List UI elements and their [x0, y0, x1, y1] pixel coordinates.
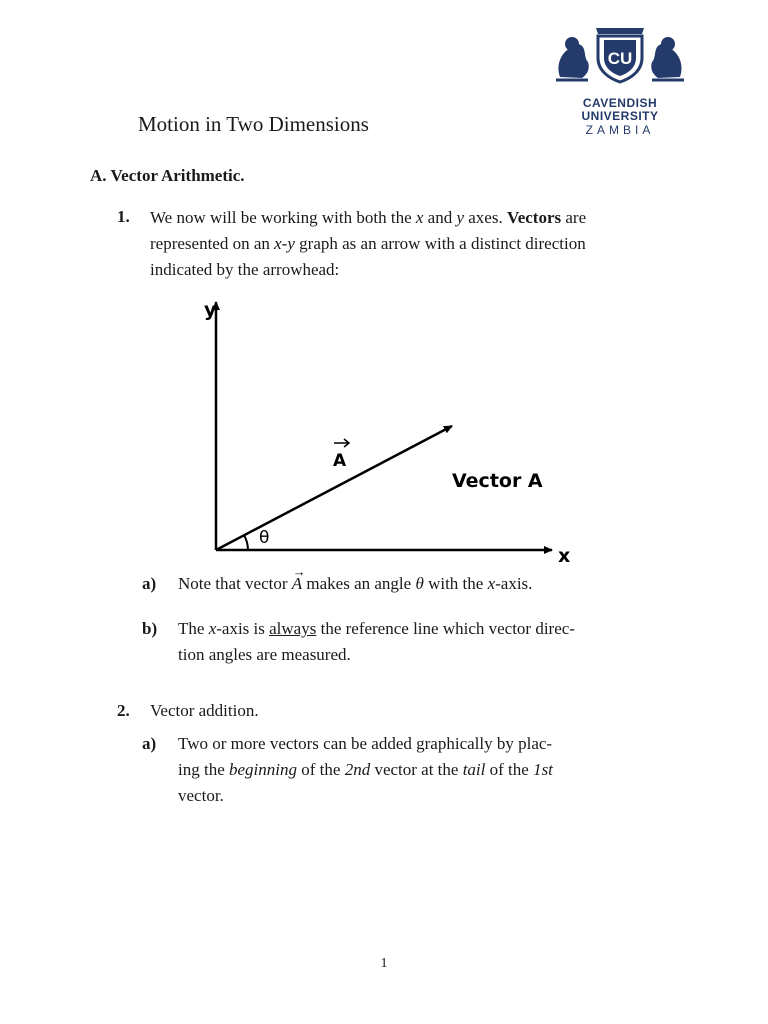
item-1-text: [150, 205, 586, 283]
logo-line-3: ZAMBIA: [585, 123, 655, 137]
item-1-line-1: We now will be working with both the x and y axes. Vectors are: [150, 208, 587, 227]
item-1-number: 1.: [117, 207, 130, 226]
item-1a-text: Note that vector → A makes an angle θ with the x-axis.: [178, 571, 532, 597]
university-logo: [552, 22, 688, 137]
item-1b-label: b): [142, 619, 158, 638]
vector-a-symbol: → A: [291, 564, 306, 593]
section-heading: A. Vector Arithmetic.: [90, 166, 245, 185]
item-1-line-3: indicated by the arrowhead:: [150, 260, 340, 279]
always-underlined: always: [269, 619, 317, 638]
item-2a-text: Two or more vectors can be added graphically by plac- ing the beginning of the 2nd vector at the tail of the 1st vector.: [178, 734, 553, 805]
item-2a-label: a): [142, 734, 157, 753]
item-1b-text: The x-axis is always the reference line which vector direc- tion angles are measured.: [178, 619, 575, 664]
item-1-line-2: represented on an x-y graph as an arrow with a distinct direction: [150, 234, 586, 253]
angle-arc: [244, 535, 248, 550]
y-axis-label: y: [204, 299, 217, 321]
page-number: 1: [380, 956, 388, 971]
vector-a-arrow: [216, 426, 452, 550]
x-axis-label: x: [558, 545, 571, 567]
item-1a-label: a): [142, 574, 157, 593]
page-title: Motion in Two Dimensions: [138, 112, 369, 136]
vector-a-label: [333, 439, 349, 471]
item-2-number: 2.: [117, 701, 130, 720]
crest-icon: [552, 22, 688, 86]
logo-monogram: CU: [607, 49, 633, 68]
vector-diagram: [190, 292, 580, 572]
item-2-text: Vector addition.: [150, 701, 259, 720]
logo-line-2: UNIVERSITY: [581, 109, 659, 123]
logo-line-1: CAVENDISH: [582, 96, 658, 110]
svg-text:A: A: [333, 451, 347, 471]
angle-theta-label: θ: [259, 528, 270, 548]
vector-a-caption: Vector A: [452, 470, 543, 492]
